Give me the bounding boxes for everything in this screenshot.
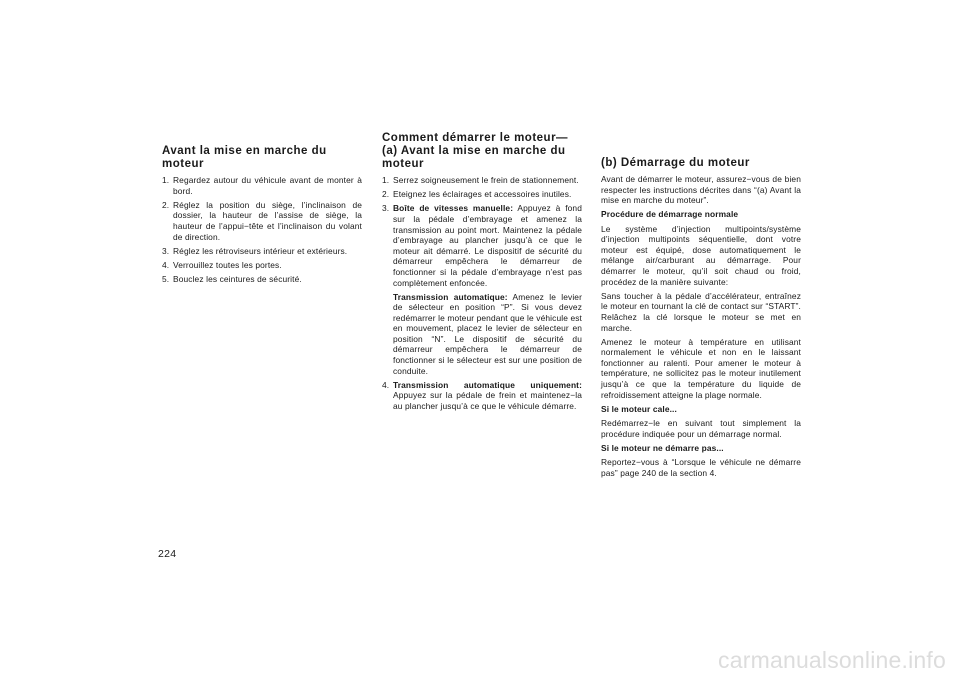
paragraph: Amenez le moteur à température en utilisant normalement le véhicule et non en le laissant fonctionner au ralenti. Pour amener le moteur à température, ne sollicitez pas le moteur inutilement jusqu’à ce que la température du liquide de refroidissement atteigne la plage normale. [601,336,801,400]
paragraph: Le système d’injection multipoints/système d’injection multipoints séquentielle, dont votre moteur est équipé, dose automatiquement le mélange air/carburant au démarrage. Pour démarrer le moteur, qu’il soit chaud ou froid, procédez de la manière suivante: [601,223,801,287]
list-item: 3. Boîte de vitesses manuelle: Appuyez à fond sur la pédale d’embrayage et amenez la transmission au point mort. Maintenez la pédale d’embrayage au plancher jusqu’à ce que le moteur ait démarré. Le dispositif de sécurité du démarreur empêchera le démarreur de fonctionner si la pédale d’embrayage n’est pas complètement enfoncée. Transmission automatique: Amenez le levier de sélecteur en position “P”. Si vous devez redémarrer le moteur pendant que le véhicule est en mouvement, placez le levier de sélecteur en position “N”. Le dispositif de sécurité du démarreur empêchera le démarreur de fonctionner si le sélecteur est sur une position de conduite. [382,203,582,376]
right-body [601,174,801,482]
list-item: 4. Verrouillez toutes les portes. [162,259,282,270]
left-list [162,175,362,285]
watermark: carmanualsonline.info [718,647,946,673]
paragraph: Sans toucher à la pédale d’accélérateur, entraînez le moteur en tournant la clé de contact sur “START”. Relâchez la clé lorsque le moteur se met en marche. [601,290,801,333]
subheading: Si le moteur cale... [601,403,677,414]
list-item: 3. Réglez les rétroviseurs intérieur et extérieurs. [162,245,348,256]
sub-paragraph: Transmission automatique: Amenez le levier de sélecteur en position “P”. Si vous devez redémarrer le moteur pendant que le véhicule est en mouvement, placez le levier de sélecteur en position “N”. Le dispositif de sécurité du démarreur empêchera le démarreur de fonctionner si le sélecteur est sur une position de conduite. [393,291,582,376]
page-number: 224 [158,548,177,560]
section-title-avant: Avant la mise en marche du moteur [162,145,327,171]
paragraph: Redémarrez−le en suivant tout simplement la procédure indiquée pour un démarrage normal. [601,418,801,439]
section-title-comment-demarrer: Comment démarrer le moteur— (a) Avant la mise en marche du moteur [382,132,569,171]
paragraph: Reportez−vous à “Lorsque le véhicule ne démarre pas” page 240 de la section 4. [601,457,801,478]
left-body [162,175,362,288]
subheading: Si le moteur ne démarre pas... [601,442,724,453]
list-item: 1. Serrez soigneusement le frein de stationnement. [382,175,579,185]
intro-paragraph: Avant de démarrer le moteur, assurez−vous de bien respecter les instructions décrites dans “(a) Avant la mise en marche du moteur”. [601,174,801,206]
list-item: 2. Eteignez les éclairages et accessoires inutiles. [382,189,572,200]
list-item: 4. Transmission automatique uniquement: Appuyez sur la pédale de frein et maintenez−la au plancher jusqu’à ce que le véhicule démarre. [382,379,582,412]
list-item: 2. Réglez la position du siège, l’inclinaison de dossier, la hauteur de l’assise de siège, la hauteur de l’appui−tête et l’inclinaison du volant de direction. [162,199,362,242]
middle-list [382,175,582,412]
middle-body [382,175,582,415]
section-title-demarrage: (b) Démarrage du moteur [601,157,750,169]
list-item: 1. Regardez autour du véhicule avant de monter à bord. [162,175,362,196]
list-item: 5. Bouclez les ceintures de sécurité. [162,274,302,285]
subheading: Procédure de démarrage normale [601,209,739,220]
